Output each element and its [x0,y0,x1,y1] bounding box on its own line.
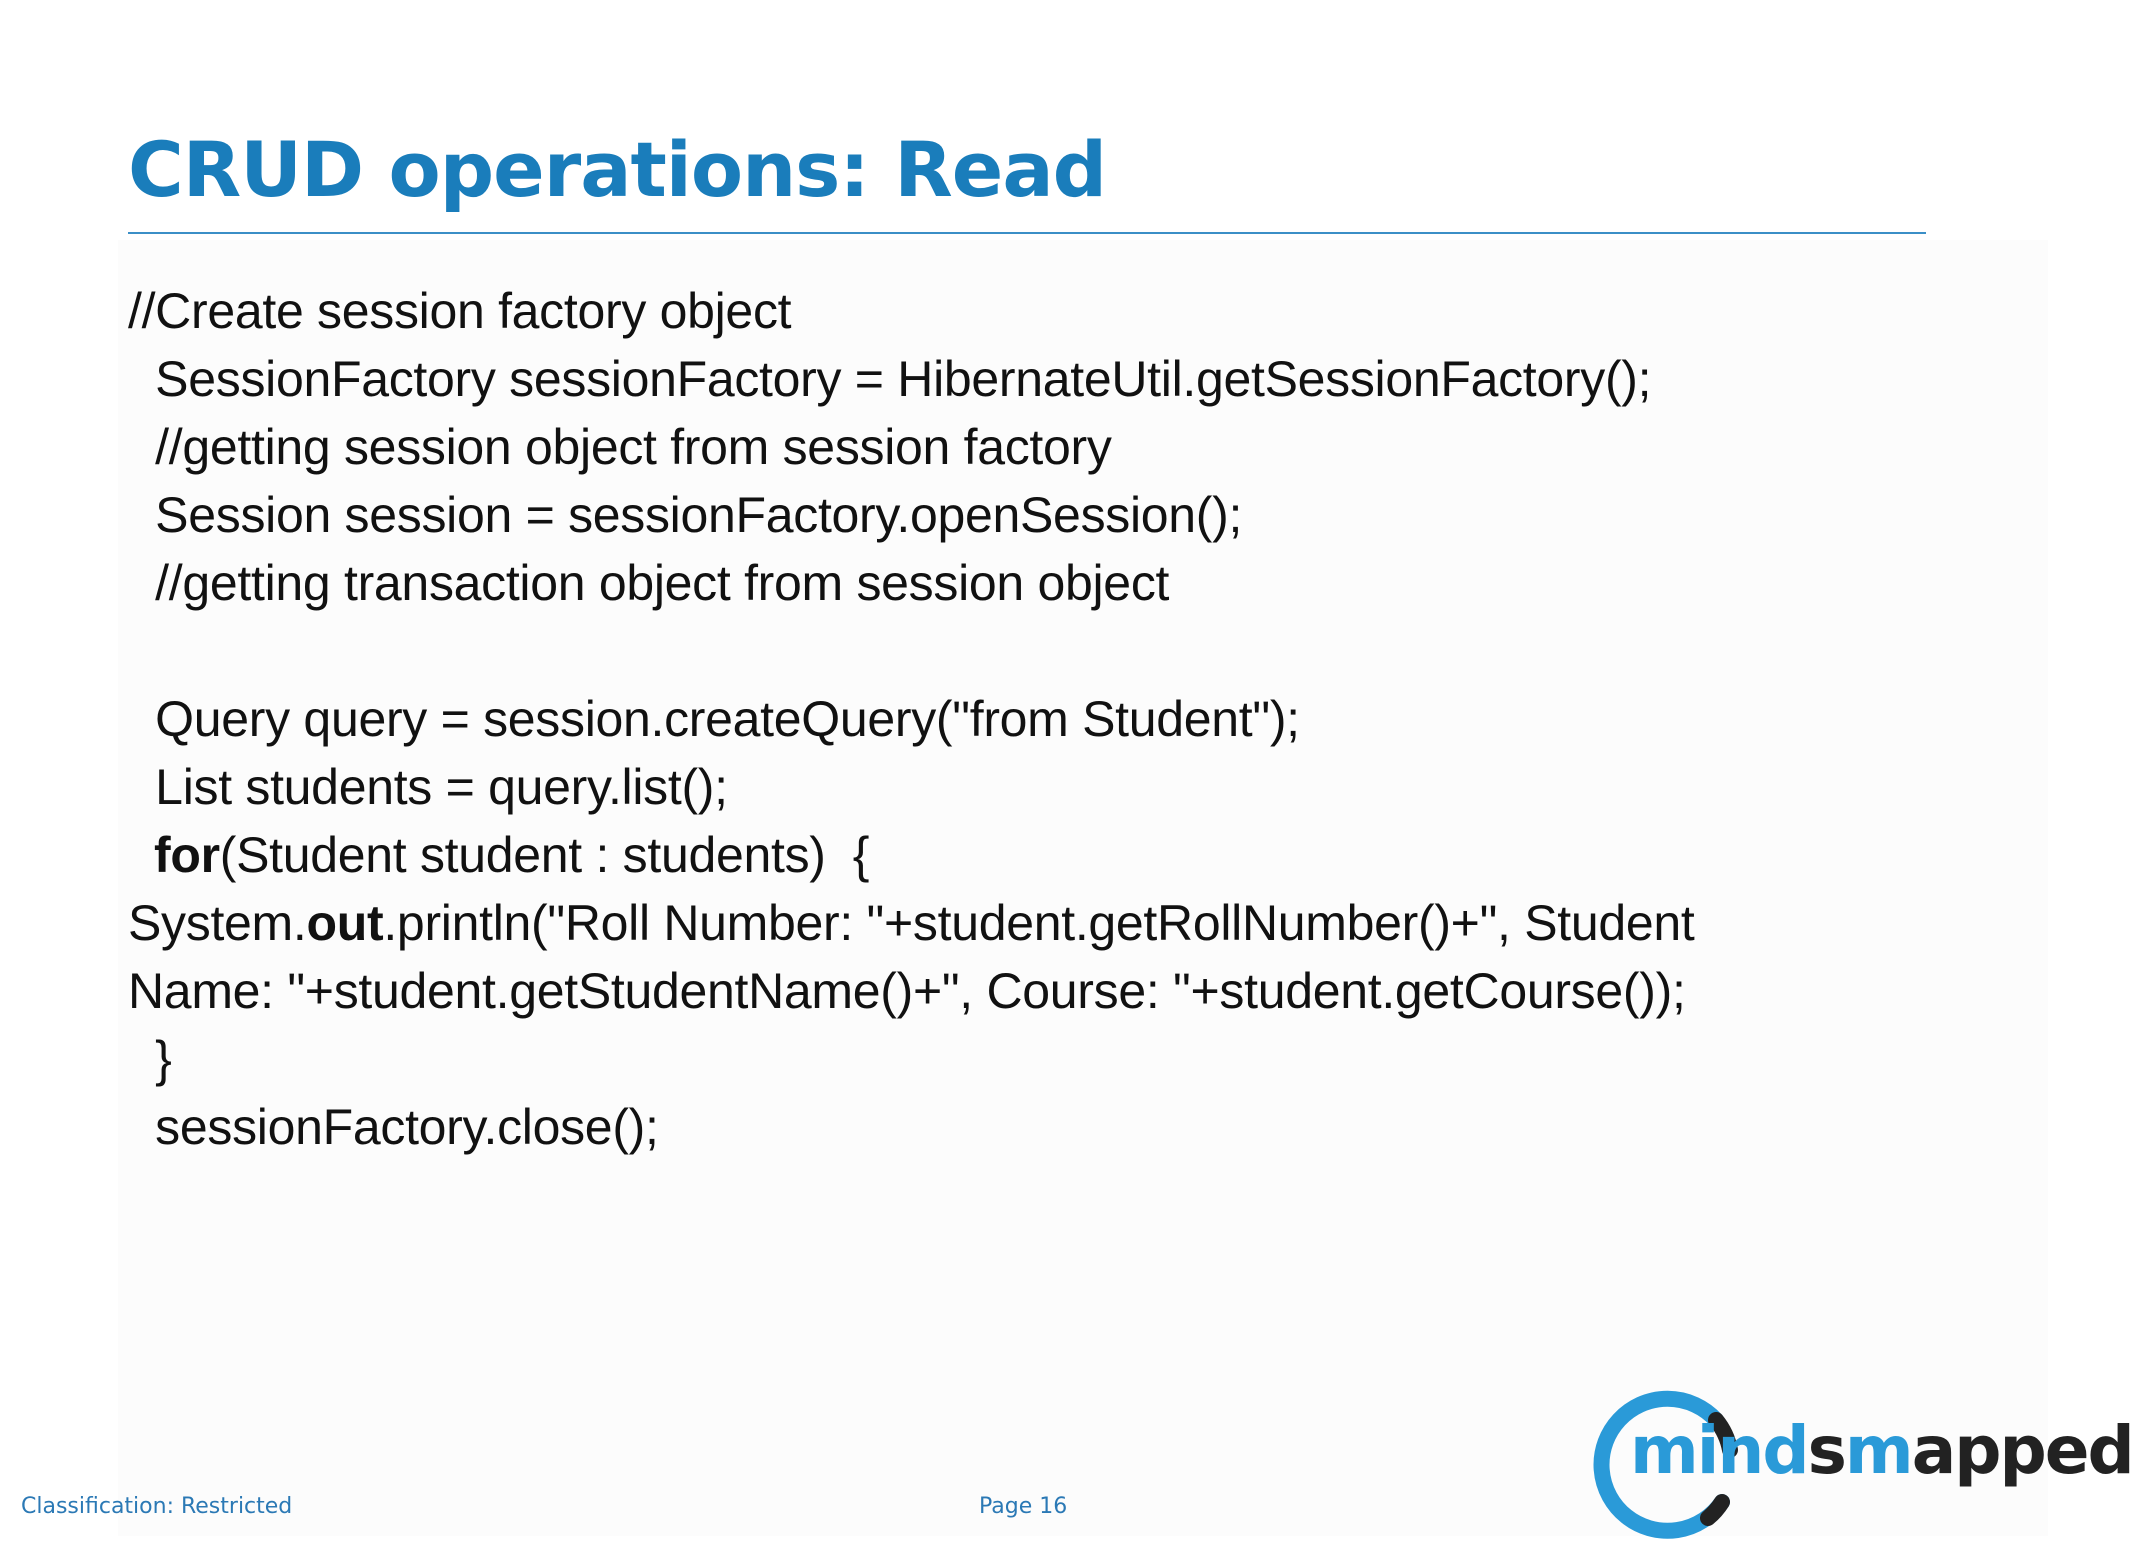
code-line-3: //getting session object from session factory [128,419,1112,475]
code-line-7: List students = query.list(); [128,759,728,815]
code-line-8-rest: (Student student : students) { [219,827,870,883]
code-line-5: //getting transaction object from session object [128,555,1170,611]
keyword-out: out [306,895,384,951]
title-divider [128,232,1926,234]
keyword-for: for [154,827,220,883]
code-line-6: Query query = session.createQuery("from Student"); [128,691,1300,747]
code-line-9-prefix: System. [128,895,307,951]
code-line-10: Name: "+student.getStudentName()+", Course: "+student.getCourse()); [128,963,1686,1019]
slide-title: CRUD operations: Read [128,125,1107,214]
code-line-12: sessionFactory.close(); [128,1099,659,1155]
code-line-8 [154,827,870,883]
code-line-4: Session session = sessionFactory.openSession(); [128,487,1243,543]
code-line-9-rest: .println("Roll Number: "+student.getRollNumber()+", Student [383,895,1695,951]
page-number: Page 16 [979,1494,1068,1519]
logo-wordmark: mindsmapped [1630,1412,2133,1489]
classification-label: Classification: Restricted [21,1494,293,1519]
code-line-9 [128,895,1695,951]
code-line-1: //Create session factory object [128,283,792,339]
code-line-2: SessionFactory sessionFactory = HibernateUtil.getSessionFactory(); [128,351,1652,407]
code-line-11: } [128,1031,172,1087]
mindsmapped-logo [1590,1384,2133,1536]
